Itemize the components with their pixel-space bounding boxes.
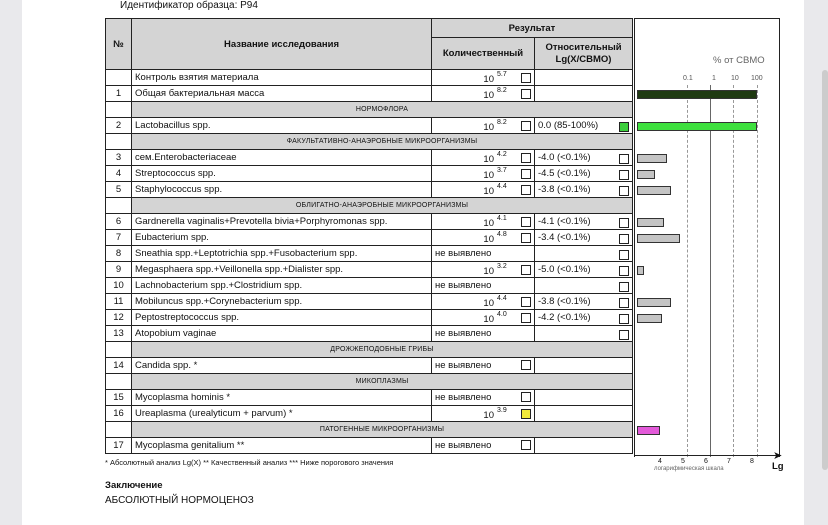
chart-bar <box>637 122 757 131</box>
quantitative-cell <box>432 86 535 102</box>
not-detected-label: не выявлено <box>435 359 492 371</box>
table-row <box>106 118 633 134</box>
checkbox-icon <box>619 330 629 340</box>
row-number: 16 <box>106 406 132 422</box>
chart-bar <box>637 90 757 99</box>
conclusion-text: АБСОЛЮТНЫЙ НОРМОЦЕНОЗ <box>105 495 254 506</box>
row-number: 5 <box>106 182 132 198</box>
row-number: 10 <box>106 278 132 294</box>
test-name: Streptococcus spp. <box>132 166 432 182</box>
checkbox-icon <box>521 392 531 402</box>
test-name: Atopobium vaginae <box>132 326 432 342</box>
chart-bar <box>637 266 644 275</box>
section-title: ОБЛИГАТНО-АНАЭРОБНЫЕ МИКРООРГАНИЗМЫ <box>132 198 633 214</box>
chart-bar <box>637 426 660 435</box>
chart-bar <box>637 314 662 323</box>
relative-value: -3.4 (<0.1%) <box>538 231 591 243</box>
table-row <box>106 326 633 342</box>
section-title: МИКОПЛАЗМЫ <box>132 374 633 390</box>
axis-arrow-icon: ➤ <box>773 450 783 462</box>
table-row <box>106 166 633 182</box>
checkbox-icon <box>521 89 531 99</box>
section-title: ФАКУЛЬТАТИВНО-АНАЭРОБНЫЕ МИКРООРГАНИЗМЫ <box>132 134 633 150</box>
checkbox-icon <box>619 154 629 164</box>
quantity-base: 10 <box>483 185 494 197</box>
chart-bar <box>637 234 680 243</box>
quantitative-cell <box>432 310 535 326</box>
axis-tick: 7 <box>727 458 731 465</box>
row-number: 11 <box>106 294 132 310</box>
chart-bar <box>637 298 671 307</box>
conclusion-label: Заключение <box>105 480 163 491</box>
test-name: Mycoplasma hominis * <box>132 390 432 406</box>
test-name: Ureaplasma (urealyticum + parvum) * <box>132 406 432 422</box>
quantity-base: 10 <box>483 153 494 165</box>
checkbox-icon <box>619 218 629 228</box>
checkbox-icon <box>619 170 629 180</box>
scale-label: 0.1 <box>683 75 693 82</box>
table-row <box>106 438 633 454</box>
section-row <box>106 374 633 390</box>
sample-id: Идентификатор образца: P94 <box>120 0 258 11</box>
test-name: Lachnobacterium spp.+Clostridium spp. <box>132 278 432 294</box>
quantitative-cell <box>432 278 535 294</box>
axis-tick: 8 <box>750 458 754 465</box>
test-name: сем.Enterobacteriaceae <box>132 150 432 166</box>
scale-label: 100 <box>751 75 763 82</box>
chart-bar <box>637 186 671 195</box>
col-header-name: Название исследования <box>132 19 432 70</box>
relative-cell <box>535 390 633 406</box>
table-row <box>106 358 633 374</box>
relative-cell <box>535 358 633 374</box>
quantitative-cell <box>432 166 535 182</box>
table-row <box>106 230 633 246</box>
relative-cell <box>535 118 633 134</box>
checkbox-icon <box>521 153 531 163</box>
table-row <box>106 390 633 406</box>
row-number <box>106 70 132 86</box>
quantity-exponent: 8.2 <box>497 118 507 126</box>
test-name: Mobiluncus spp.+Corynebacterium spp. <box>132 294 432 310</box>
test-name: Lactobacillus spp. <box>132 118 432 134</box>
scale-label: 10 <box>731 75 739 82</box>
quantitative-cell <box>432 182 535 198</box>
chart-axis <box>634 455 780 456</box>
table-row <box>106 182 633 198</box>
relative-cell <box>535 310 633 326</box>
relative-cell <box>535 438 633 454</box>
quantity-base: 10 <box>483 233 494 245</box>
relative-cell <box>535 326 633 342</box>
quantity-exponent: 3.9 <box>497 406 507 414</box>
row-number: 9 <box>106 262 132 278</box>
log-scale-chart <box>634 18 780 457</box>
relative-cell <box>535 278 633 294</box>
checkbox-icon <box>521 169 531 179</box>
relative-value: -4.0 (<0.1%) <box>538 151 591 163</box>
table-row <box>106 70 633 86</box>
relative-cell <box>535 182 633 198</box>
checkbox-icon <box>521 121 531 131</box>
quantitative-cell <box>432 406 535 422</box>
checkbox-icon <box>521 217 531 227</box>
relative-cell <box>535 150 633 166</box>
section-title: НОРМОФЛОРА <box>132 102 633 118</box>
axis-caption: логарифмическая шкала <box>654 466 724 472</box>
row-number: 12 <box>106 310 132 326</box>
chart-title: % от CBMO <box>713 55 765 66</box>
row-number: 8 <box>106 246 132 262</box>
test-name: Общая бактериальная масса <box>132 86 432 102</box>
quantity-exponent: 4.2 <box>497 150 507 158</box>
not-detected-label: не выявлено <box>435 328 492 339</box>
col-header-num: № <box>106 19 132 70</box>
quantitative-cell <box>432 118 535 134</box>
table-row <box>106 310 633 326</box>
test-name: Staphylococcus spp. <box>132 182 432 198</box>
section-row <box>106 198 633 214</box>
results-body <box>106 70 633 454</box>
quantity-base: 10 <box>483 121 494 133</box>
checkbox-icon <box>521 313 531 323</box>
quantitative-cell <box>432 70 535 86</box>
row-number: 6 <box>106 214 132 230</box>
quantity-base: 10 <box>483 217 494 229</box>
quantitative-cell <box>432 390 535 406</box>
checkbox-icon <box>521 297 531 307</box>
quantity-base: 10 <box>483 409 494 421</box>
checkbox-icon <box>619 282 629 292</box>
row-number: 14 <box>106 358 132 374</box>
scale-label: 1 <box>712 75 716 82</box>
results-table <box>105 18 633 454</box>
relative-value: -4.2 (<0.1%) <box>538 311 591 323</box>
table-row <box>106 246 633 262</box>
quantitative-cell <box>432 150 535 166</box>
quantitative-cell <box>432 246 535 262</box>
row-number: 15 <box>106 390 132 406</box>
quantity-base: 10 <box>483 169 494 181</box>
col-header-quantitative: Количественный <box>432 38 535 70</box>
checkbox-icon <box>521 185 531 195</box>
chart-bar <box>637 170 655 179</box>
axis-tick: 6 <box>704 458 708 465</box>
section-title: ПАТОГЕННЫЕ МИКРООРГАНИЗМЫ <box>132 422 633 438</box>
quantity-exponent: 4.4 <box>497 182 507 190</box>
quantitative-cell <box>432 230 535 246</box>
relative-value: -4.5 (<0.1%) <box>538 167 591 179</box>
checkbox-icon <box>619 250 629 260</box>
section-row <box>106 102 633 118</box>
col-header-result: Результат <box>432 19 633 38</box>
row-number: 3 <box>106 150 132 166</box>
section-title: ДРОЖЖЕПОДОБНЫЕ ГРИБЫ <box>132 342 633 358</box>
quantity-exponent: 4.4 <box>497 294 507 302</box>
row-number: 4 <box>106 166 132 182</box>
row-number: 17 <box>106 438 132 454</box>
relative-cell <box>535 406 633 422</box>
checkbox-icon <box>521 440 531 450</box>
table-row <box>106 214 633 230</box>
checkbox-icon <box>521 233 531 243</box>
axis-tick: 4 <box>658 458 662 465</box>
test-name: Gardnerella vaginalis+Prevotella bivia+Porphyromonas spp. <box>132 214 432 230</box>
relative-cell <box>535 86 633 102</box>
not-detected-label: не выявлено <box>435 439 492 451</box>
relative-value: 0.0 (85-100%) <box>538 119 599 131</box>
checkbox-icon <box>521 360 531 370</box>
test-name: Peptostreptococcus spp. <box>132 310 432 326</box>
checkbox-icon <box>619 234 629 244</box>
test-name: Candida spp. * <box>132 358 432 374</box>
quantitative-cell <box>432 358 535 374</box>
quantitative-cell <box>432 214 535 230</box>
table-row <box>106 294 633 310</box>
checkbox-icon <box>619 186 629 196</box>
not-detected-label: не выявлено <box>435 391 492 403</box>
table-row <box>106 278 633 294</box>
quantity-base: 10 <box>483 265 494 277</box>
not-detected-label: не выявлено <box>435 248 492 259</box>
row-number: 1 <box>106 86 132 102</box>
checkbox-icon <box>521 73 531 83</box>
table-row <box>106 406 633 422</box>
relative-value: -3.8 (<0.1%) <box>538 183 591 195</box>
quantity-exponent: 4.8 <box>497 230 507 238</box>
quantitative-cell <box>432 294 535 310</box>
quantitative-cell <box>432 262 535 278</box>
checkbox-icon <box>619 122 629 132</box>
quantity-base: 10 <box>483 73 494 85</box>
chart-bar <box>637 218 664 227</box>
quantity-exponent: 3.7 <box>497 166 507 174</box>
relative-cell <box>535 230 633 246</box>
table-row <box>106 262 633 278</box>
not-detected-label: не выявлено <box>435 280 492 291</box>
section-row <box>106 342 633 358</box>
row-number: 13 <box>106 326 132 342</box>
relative-cell <box>535 214 633 230</box>
test-name: Eubacterium spp. <box>132 230 432 246</box>
test-name: Контроль взятия материала <box>132 70 432 86</box>
relative-value: -5.0 (<0.1%) <box>538 263 591 275</box>
quantity-exponent: 8.2 <box>497 86 507 94</box>
axis-tick: 5 <box>681 458 685 465</box>
table-row <box>106 86 633 102</box>
chart-bar <box>637 154 667 163</box>
relative-value: -3.8 (<0.1%) <box>538 295 591 307</box>
axis-unit: Lg <box>772 461 784 472</box>
col-header-relative: Относительный Lg(X/CBMO) <box>535 38 633 70</box>
quantity-exponent: 4.0 <box>497 310 507 318</box>
test-name: Mycoplasma genitalium ** <box>132 438 432 454</box>
relative-cell <box>535 166 633 182</box>
row-number: 2 <box>106 118 132 134</box>
checkbox-icon <box>521 265 531 275</box>
relative-cell <box>535 294 633 310</box>
checkbox-icon <box>521 409 531 419</box>
quantity-base: 10 <box>483 297 494 309</box>
section-row <box>106 134 633 150</box>
quantity-base: 10 <box>483 313 494 325</box>
relative-value: -4.1 (<0.1%) <box>538 215 591 227</box>
quantitative-cell <box>432 438 535 454</box>
row-number: 7 <box>106 230 132 246</box>
checkbox-icon <box>619 298 629 308</box>
quantity-exponent: 5.7 <box>497 70 507 78</box>
test-name: Megasphaera spp.+Veillonella spp.+Dialister spp. <box>132 262 432 278</box>
table-row <box>106 150 633 166</box>
quantity-base: 10 <box>483 89 494 101</box>
quantity-exponent: 4.1 <box>497 214 507 222</box>
relative-cell <box>535 70 633 86</box>
section-row <box>106 422 633 438</box>
checkbox-icon <box>619 314 629 324</box>
relative-cell <box>535 246 633 262</box>
checkbox-icon <box>619 266 629 276</box>
relative-cell <box>535 262 633 278</box>
quantitative-cell <box>432 326 535 342</box>
footnote: * Абсолютный анализ Lg(X) ** Качественный анализ *** Ниже порогового значения <box>105 458 394 467</box>
scrollbar[interactable] <box>822 70 828 470</box>
test-name: Sneathia spp.+Leptotrichia spp.+Fusobacterium spp. <box>132 246 432 262</box>
quantity-exponent: 3.2 <box>497 262 507 270</box>
